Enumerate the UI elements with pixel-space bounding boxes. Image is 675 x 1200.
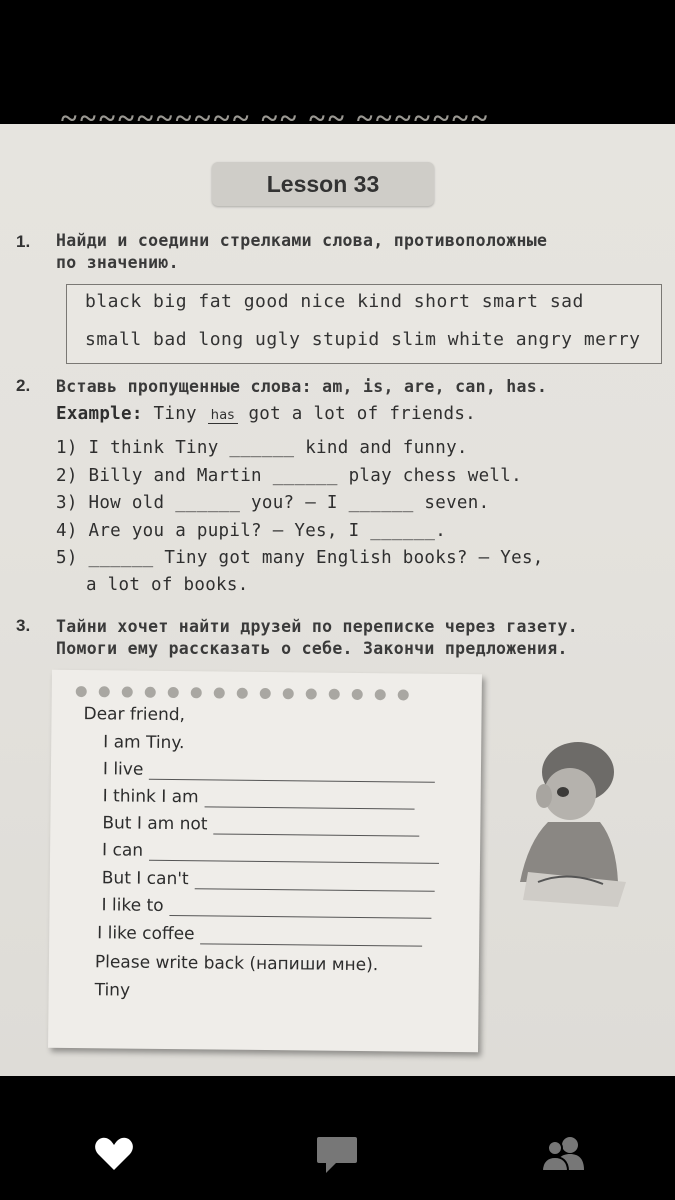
letter-line-3: I think I am xyxy=(103,786,415,809)
tiny-illustration xyxy=(508,732,638,922)
example-answer: has xyxy=(208,408,238,424)
letter-line-4: But I am not xyxy=(102,813,419,836)
example-before: Tiny xyxy=(153,404,197,424)
example-after: got a lot of friends. xyxy=(248,404,477,424)
people-icon[interactable] xyxy=(540,1136,588,1172)
letter-line-1: I am Tiny. xyxy=(103,732,185,754)
letter-line-8: I like coffee xyxy=(97,923,423,946)
task2-example xyxy=(56,404,476,424)
task3-instruction-line2: Помоги ему рассказать о себе. Закончи предложения. xyxy=(56,639,568,658)
heart-icon[interactable] xyxy=(94,1136,134,1172)
word-box xyxy=(66,284,662,364)
task2-number: 2. xyxy=(16,376,31,395)
task2-item-4: 4) Are you a pupil? — Yes, I ______. xyxy=(56,521,447,541)
task2-instruction: Вставь пропущенные слова: am, is, are, can, has. xyxy=(56,377,548,396)
section-banner: ~~~~~~~~~~ ~~ ~~ ~~~~~~~ xyxy=(60,102,490,135)
task1-number: 1. xyxy=(16,232,31,251)
lesson-title: Lesson 33 xyxy=(212,162,434,206)
task2-item-3: 3) How old ______ you? — I ______ seven. xyxy=(56,493,490,513)
task1-instruction-line2: по значению. xyxy=(56,253,179,272)
task2-item-1: 1) I think Tiny ______ kind and funny. xyxy=(56,438,468,458)
example-label: Example: xyxy=(56,404,143,424)
textbook-page xyxy=(0,102,675,1076)
letter-greeting: Dear friend, xyxy=(83,704,186,726)
task2-item-5-cont: a lot of books. xyxy=(86,575,249,595)
letter-line-2: I live xyxy=(103,759,436,782)
task3-instruction-line1: Тайни хочет найти друзей по переписке через газету. xyxy=(56,617,578,636)
letter-line-5: I can xyxy=(102,840,439,864)
letter-note xyxy=(48,670,482,1052)
letter-line-7: I like to xyxy=(101,895,431,918)
word-row-2: small bad long ugly stupid slim white angry merry xyxy=(85,329,641,350)
notebook-holes xyxy=(76,684,421,706)
task1-instruction-line1: Найди и соедини стрелками слова, противоположные xyxy=(56,231,548,250)
letter-closing: Please write back (напиши мне). xyxy=(94,952,379,976)
comment-icon[interactable] xyxy=(316,1136,358,1174)
letter-signature: Tiny xyxy=(94,980,131,1001)
word-row-1: black big fat good nice kind short smart sad xyxy=(85,291,584,312)
task2-item-5: 5) ______ Tiny got many English books? — Yes, xyxy=(56,548,544,568)
task3-number: 3. xyxy=(16,616,31,635)
letter-line-6: But I can't xyxy=(102,868,435,891)
task2-item-2: 2) Billy and Martin ______ play chess well. xyxy=(56,466,522,486)
